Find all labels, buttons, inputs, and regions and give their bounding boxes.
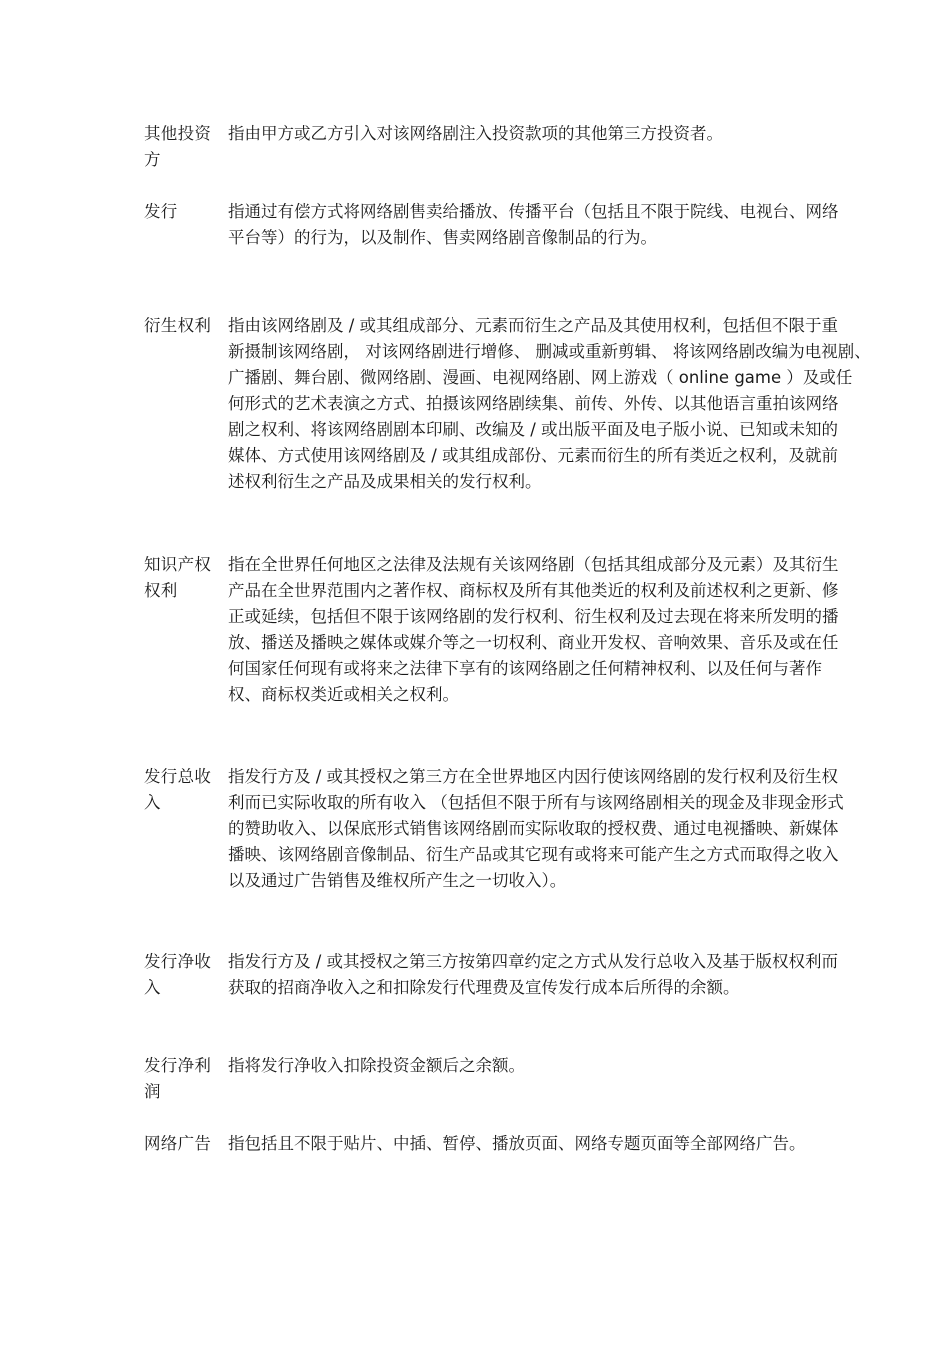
definition-line: 指通过有偿方式将网络剧售卖给播放、传播平台（包括且不限于院线、电视台、网络 (228, 202, 839, 221)
definition-line: 权、商标权类近或相关之权利。 (228, 685, 459, 704)
definition-line: 正或延续，包括但不限于该网络剧的发行权利、衍生权利及过去现在将来所发明的播 (228, 607, 839, 626)
definition-line: 指在全世界任何地区之法律及法规有关该网络剧（包括其组成部分及元素）及其衍生 (228, 555, 839, 574)
definition-line: 媒体、方式使用该网络剧及 / 或其组成部份、元素而衍生的所有类近之权利，及就前 (228, 446, 839, 465)
definition-line: 指发行方及 / 或其授权之第三方在全世界地区内因行使该网络剧的发行权利及衍生权 (228, 767, 839, 786)
term-label: 网络广告 (144, 1134, 212, 1153)
definition-line: 指由甲方或乙方引入对该网络剧注入投资款项的其他第三方投资者。 (228, 124, 723, 143)
term-definition (228, 764, 844, 894)
term-label: 发行净收入 (144, 952, 212, 997)
definition-line: 广播剧、舞台剧、微网络剧、漫画、电视网络剧、网上游戏（ online game ）及或任 (228, 368, 853, 387)
definition-line: 获取的招商净收入之和扣除发行代理费及宣传发行成本后所得的余额。 (228, 978, 740, 997)
definition-line: 何形式的艺术表演之方式、拍摄该网络剧续集、前传、外传、以其他语言重拍该网络 (228, 394, 839, 413)
term-label: 其他投资方 (144, 124, 212, 169)
term-label: 发行 (144, 202, 178, 221)
definition-line: 剧之权利、将该网络剧剧本印刷、改编及 / 或出版平面及电子版小说、已知或未知的 (228, 420, 839, 439)
term-label: 知识产权权利 (144, 555, 212, 600)
definition-line: 利而已实际收取的所有收入 （包括但不限于所有与该网络剧相关的现金及非现金形式 (228, 793, 844, 812)
definition-line: 新摄制该网络剧， 对该网络剧进行增修、 删减或重新剪辑、 将该网络剧改编为电视剧、 (228, 342, 871, 361)
definition-line: 产品在全世界范围内之著作权、商标权及所有其他类近的权利及前述权利之更新、修 (228, 581, 839, 600)
term-definition (228, 1053, 525, 1079)
term-definition (228, 199, 839, 251)
definition-line: 指发行方及 / 或其授权之第三方按第四章约定之方式从发行总收入及基于版权权利而 (228, 952, 839, 971)
definition-line: 指包括且不限于贴片、中插、暂停、播放页面、网络专题页面等全部网络广告。 (228, 1134, 806, 1153)
definition-line: 播映、该网络剧音像制品、衍生产品或其它现有或将来可能产生之方式而取得之收入 (228, 845, 839, 864)
definition-line: 平台等）的行为，以及制作、售卖网络剧音像制品的行为。 (228, 228, 657, 247)
term-label: 衍生权利 (144, 316, 212, 335)
definition-line: 指将发行净收入扣除投资金额后之余额。 (228, 1056, 525, 1075)
definition-line: 述权利衍生之产品及成果相关的发行权利。 (228, 472, 542, 491)
term-definition (228, 313, 871, 495)
term-definition (228, 1131, 806, 1157)
term-label: 发行净利润 (144, 1056, 212, 1101)
definition-line: 指由该网络剧及 / 或其组成部分、元素而衍生之产品及其使用权利，包括但不限于重 (228, 316, 839, 335)
definition-line: 何国家任何现有或将来之法律下享有的该网络剧之任何精神权利、以及任何与著作 (228, 659, 822, 678)
definition-line: 的赞助收入、以保底形式销售该网络剧而实际收取的授权费、通过电视播映、新媒体 (228, 819, 839, 838)
definition-line: 放、播送及播映之媒体或媒介等之一切权利、商业开发权、音响效果、音乐及或在任 (228, 633, 839, 652)
term-label: 发行总收入 (144, 767, 212, 812)
definition-line: 以及通过广告销售及维权所产生之一切收入）。 (228, 871, 567, 890)
term-definition (228, 949, 838, 1001)
term-definition (228, 552, 839, 708)
term-definition (228, 121, 723, 147)
